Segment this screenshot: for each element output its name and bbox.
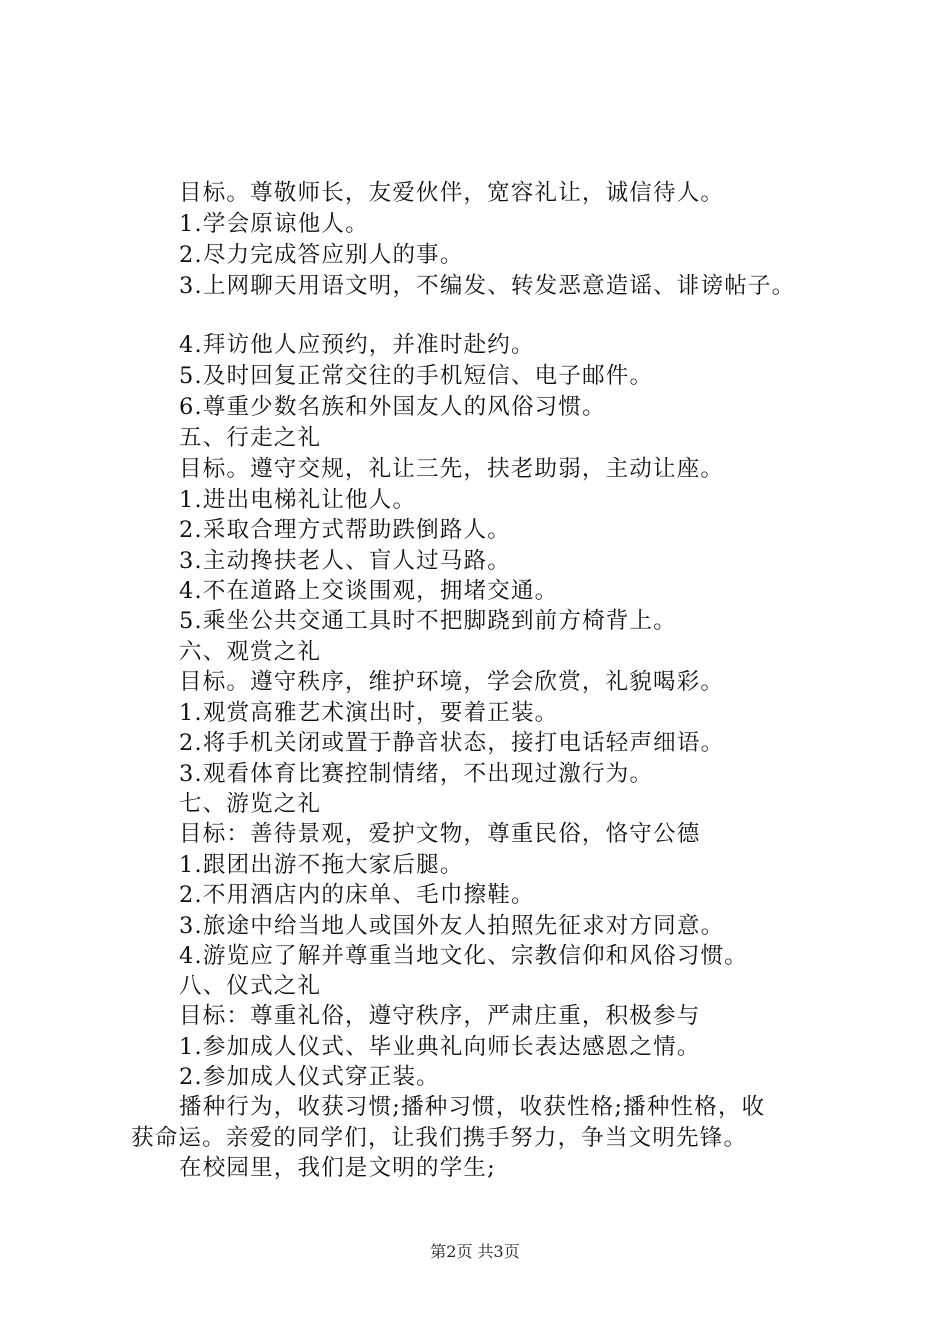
paragraph-line: 播种行为，收获习惯;播种习惯，收获性格;播种性格，收 (179, 1094, 766, 1120)
page-number-footer: 第2页 共3页 (430, 1242, 520, 1261)
text-line: 3.主动搀扶老人、盲人过马路。 (179, 548, 511, 574)
text-line: 2.参加成人仪式穿正装。 (179, 1064, 440, 1090)
section-heading: 五、行走之礼 (179, 425, 322, 451)
text-line: 目标。遵守秩序，维护环境，学会欣赏，礼貌喝彩。 (179, 669, 725, 695)
text-line: 2.将手机关闭或置于静音状态，接打电话轻声细语。 (179, 730, 725, 756)
text-line: 6.尊重少数名族和外国友人的风俗习惯。 (179, 394, 606, 420)
text-line: 2.不用酒店内的床单、毛巾擦鞋。 (179, 882, 535, 908)
text-line: 1.进出电梯礼让他人。 (179, 487, 417, 513)
paragraph-line: 在校园里，我们是文明的学生; (179, 1155, 496, 1181)
text-line: 3.旅途中给当地人或国外友人拍照先征求对方同意。 (179, 913, 725, 939)
text-line: 4.拜访他人应预约，并准时赴约。 (179, 332, 535, 358)
text-line: 1.观赏高雅艺术演出时，要着正装。 (179, 700, 559, 726)
text-line: 2.尽力完成答应别人的事。 (179, 242, 464, 268)
text-line: 4.不在道路上交谈围观，拥堵交通。 (179, 578, 559, 604)
text-line: 4.游览应了解并尊重当地文化、宗教信仰和风俗习惯。 (179, 943, 748, 969)
text-line: 1.参加成人仪式、毕业典礼向师长表达感恩之情。 (179, 1034, 701, 1060)
text-line: 5.乘坐公共交通工具时不把脚跷到前方椅背上。 (179, 608, 677, 634)
section-heading: 七、游览之礼 (179, 791, 322, 817)
text-line: 5.及时回复正常交往的手机短信、电子邮件。 (179, 363, 654, 389)
text-line: 1.学会原谅他人。 (179, 211, 369, 237)
text-line: 3.上网聊天用语文明，不编发、转发恶意造谣、诽谤帖子。 (179, 273, 796, 299)
paragraph-line: 获命运。亲爱的同学们，让我们携手努力，争当文明先锋。 (131, 1125, 748, 1151)
text-line: 2.采取合理方式帮助跌倒路人。 (179, 517, 511, 543)
text-line: 目标。尊敬师长，友爱伙伴，宽容礼让，诚信待人。 (179, 180, 725, 206)
text-line: 目标：善待景观，爱护文物，尊重民俗，恪守公德 (179, 821, 701, 847)
section-heading: 八、仪式之礼 (179, 973, 322, 999)
text-line: 目标：尊重礼俗，遵守秩序，严肃庄重，积极参与 (179, 1003, 701, 1029)
text-line: 3.观看体育比赛控制情绪，不出现过激行为。 (179, 761, 654, 787)
text-line: 目标。遵守交规，礼让三先，扶老助弱，主动让座。 (179, 456, 725, 482)
section-heading: 六、观赏之礼 (179, 639, 322, 665)
text-line: 1.跟团出游不拖大家后腿。 (179, 852, 464, 878)
